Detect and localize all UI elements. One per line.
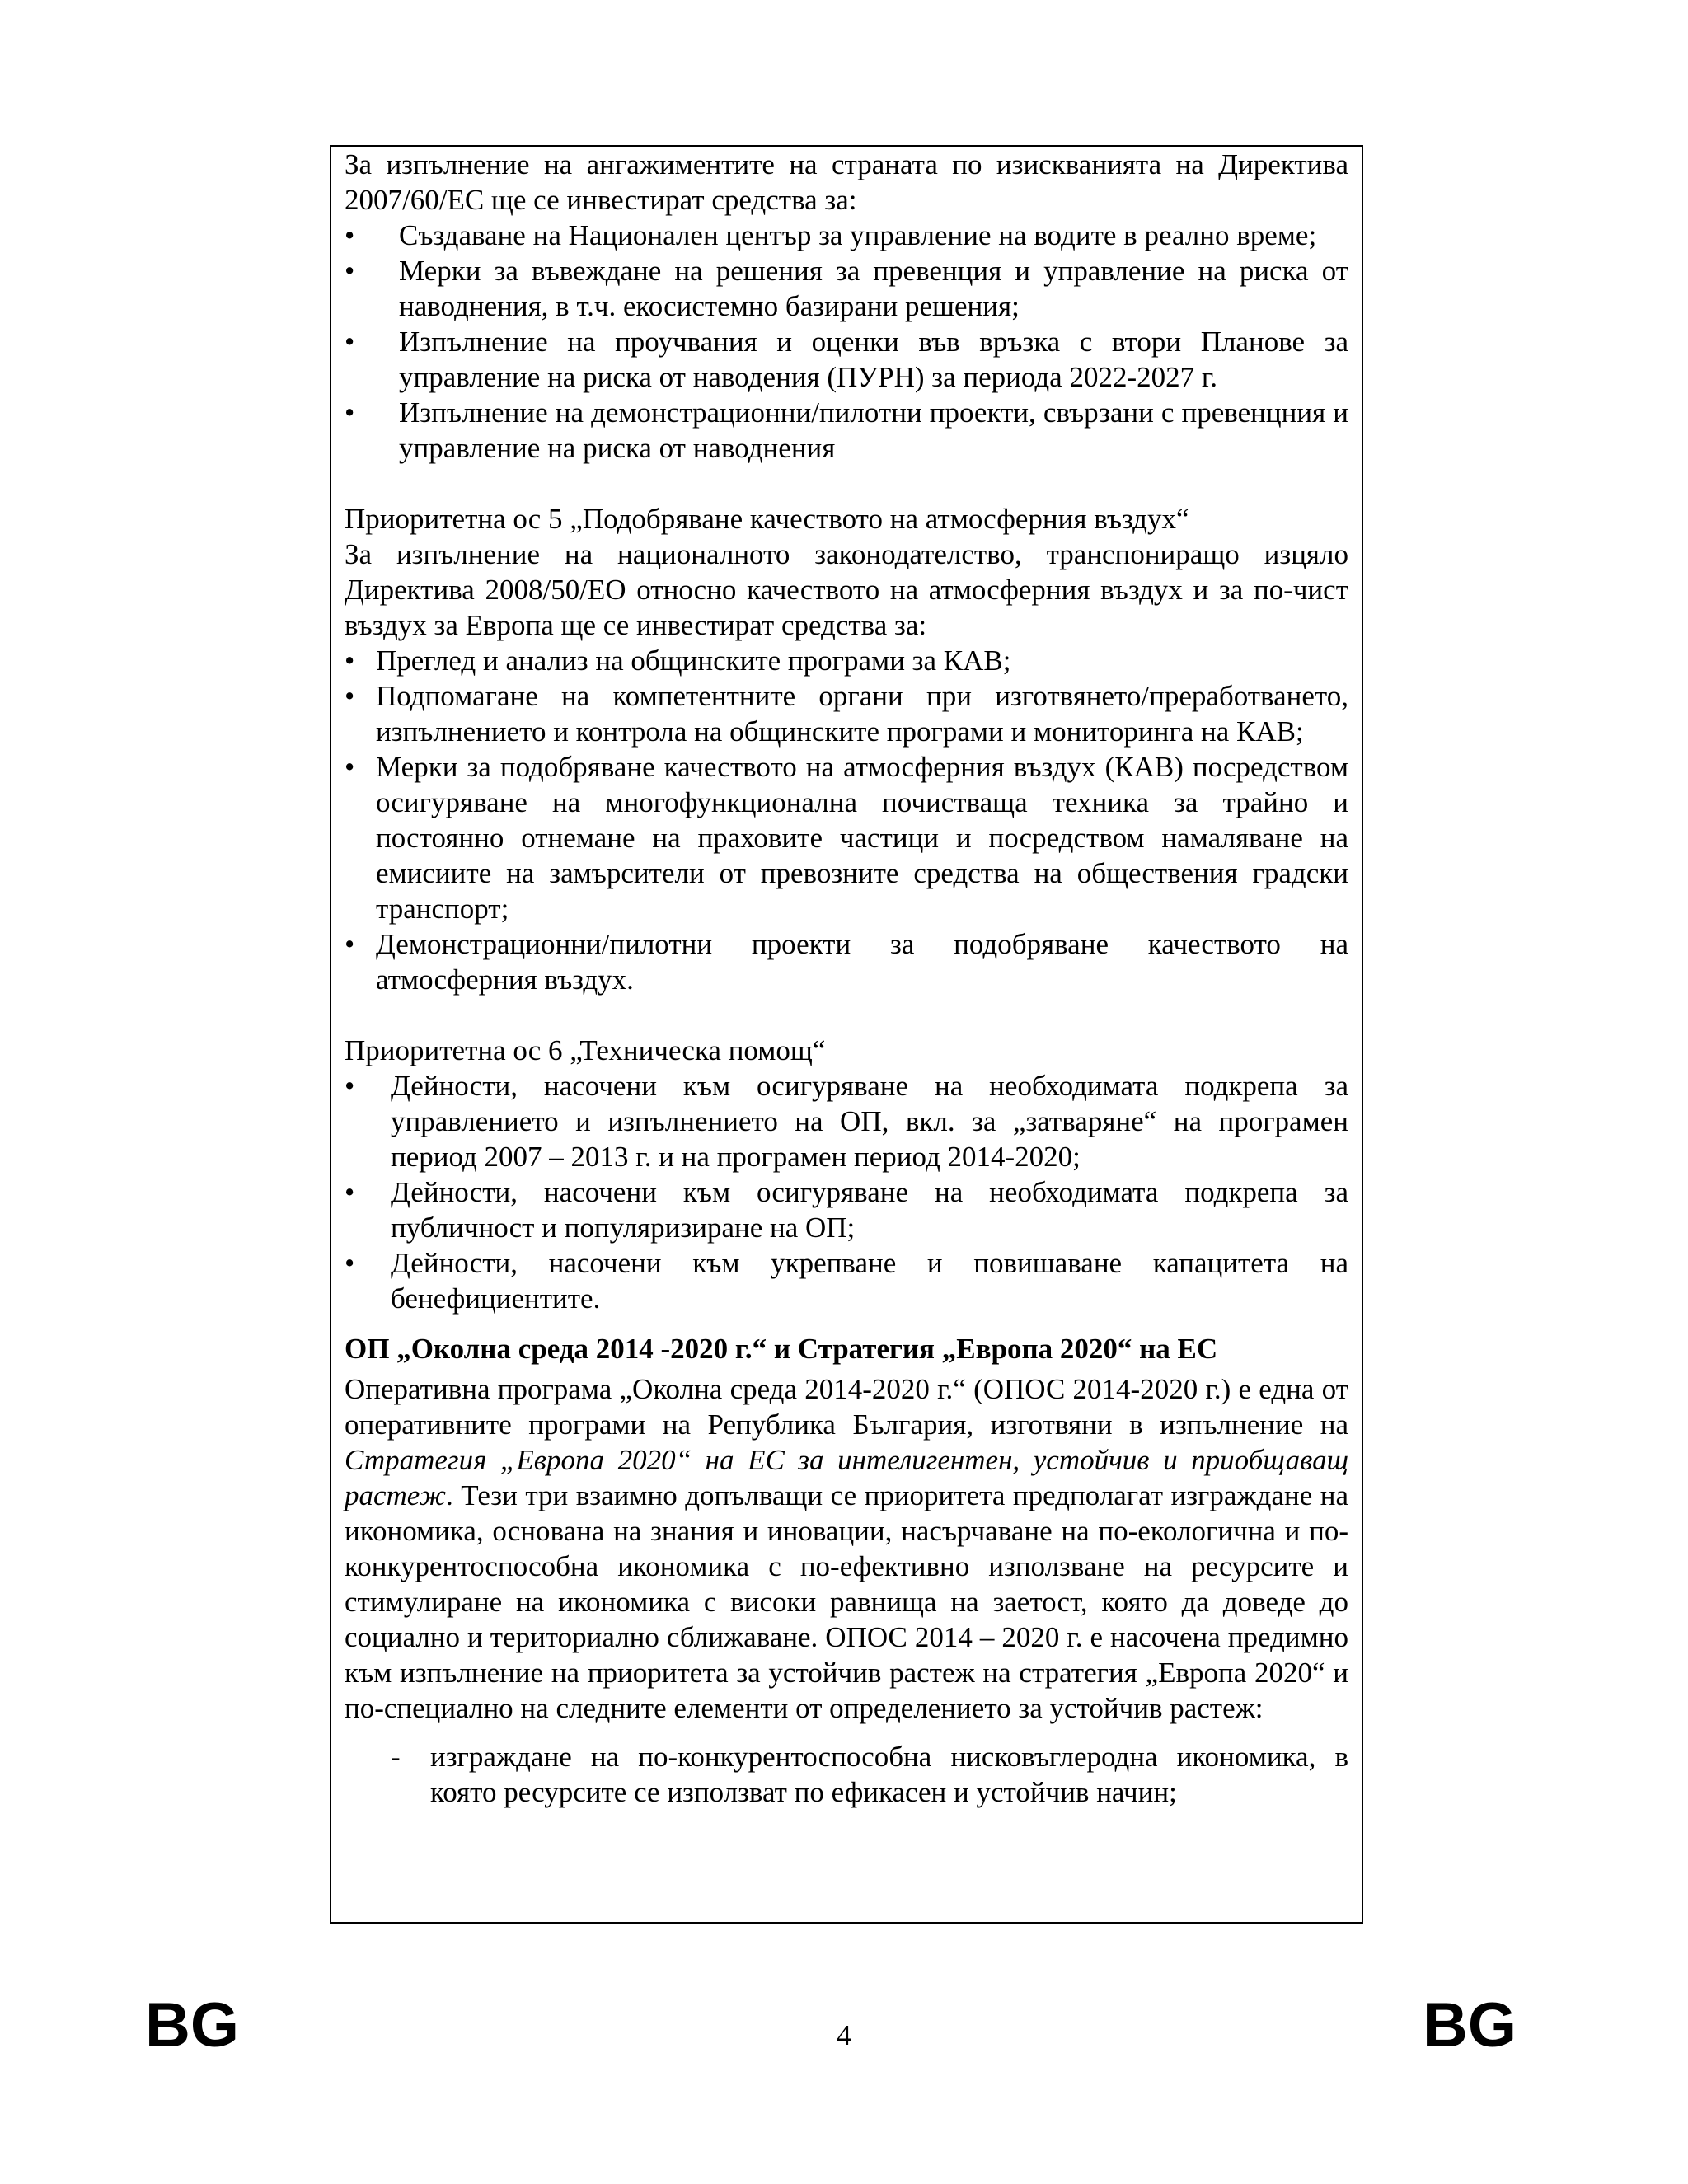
list-item: • Изпълнение на демонстрационни/пилотни проекти, свързани с превенцния и управление на риска от наводнения — [345, 396, 1348, 464]
section-heading: ОП „Околна среда 2014 -2020 г.“ и Стратегия „Европа 2020“ на ЕС — [345, 1333, 1218, 1365]
bullet-icon: • — [345, 255, 355, 287]
priority-axis-6-heading: Приоритетна ос 6 „Техническа помощ“ — [345, 1034, 826, 1066]
bullet-icon: • — [345, 928, 355, 960]
block3-bullet-list — [345, 1068, 1348, 1316]
list-item: • Изпълнение на проучвания и оценки във връзка с втори Планове за управление на риска от наводения (ПУРН) за периода 2022-2027 г. — [345, 326, 1348, 393]
list-item: • Дейности, насочени към осигуряване на необходимата подкрепа за управлението и изпълнението на ОП, вкл. за „затваряне“ на програмен период 2007 – 2013 г. и на програмен период 2014-2020; — [345, 1070, 1348, 1173]
list-item: • Създаване на Национален център за управление на водите в реално време; — [345, 219, 1317, 251]
list-item: • Подпомагане на компетентните органи при изготвянето/преработването, изпълнението и контрола на общинските програми и мониторинга на КАВ; — [345, 680, 1348, 748]
bullet-icon: • — [345, 326, 355, 358]
bullet-icon: • — [345, 751, 355, 783]
page-number: 4 — [837, 2019, 851, 2051]
strategy-title: Стратегия „Европа 2020“ на ЕС за интелигентен, устойчив и приобщаващ растеж — [345, 1444, 1348, 1511]
block1-intro: За изпълнение на ангажиментите на страната по изискванията на Директива 2007/60/ЕС ще се инвестират средства за: — [345, 148, 1348, 216]
list-item: • Дейности, насочени към осигуряване на необходимата подкрепа за публичност и популяризиране на ОП; — [345, 1176, 1348, 1244]
dash-list — [345, 1739, 1348, 1810]
block1-bullet-list — [345, 218, 1348, 466]
bullet-icon: • — [345, 644, 355, 677]
bullet-icon: • — [345, 680, 355, 712]
dash-icon: - — [391, 1741, 401, 1773]
bullet-icon: • — [345, 1176, 355, 1208]
document-text — [345, 147, 1348, 1810]
block2-intro: За изпълнение на националното законодателство, транспониращо изцяло Директива 2008/50/ЕО относно качеството на атмосферния въздух и за по-чист въздух за Европа ще се инвестират средства за: — [345, 538, 1348, 641]
language-mark-right: BG — [1423, 1990, 1517, 2060]
block2-bullet-list — [345, 643, 1348, 997]
bullet-icon: • — [345, 396, 355, 429]
list-item: • Мерки за подобряване качеството на атмосферния въздух (КАВ) посредством осигуряване на многофункционална почистваща техника за трайно и постоянно отнемане на праховите частици и посредством намаляване на емисиите на замърсители от превозните средства на обществения градски транспорт; — [345, 751, 1348, 925]
bullet-icon: • — [345, 1247, 355, 1279]
section-paragraph: Оперативна програма „Околна среда 2014-2020 г.“ (ОПОС 2014-2020 г.) е една от оперативните програми на Република България, изготвяни в изпълнение на Стратегия „Европа 2020“ на ЕС за интелигентен, устойчив и приобщаващ растеж. Тези три взаимно допълващи се приоритета предполагат изграждане на икономика, основана на знания и иновации, насърчаване на по-екологична и по-конкурентоспособна икономика с по-ефективно използване на ресурсите и стимулиране на икономика с високи равнища на заетост, която да доведе до социално и териториално сближаване. ОПОС 2014 – 2020 г. е насочена предимно към изпълнение на приоритета за устойчив растеж на стратегия „Европа 2020“ и по-специално на следните елементи от определението за устойчив растеж: — [345, 1373, 1348, 1724]
priority-axis-5-heading: Приоритетна ос 5 „Подобряване качеството на атмосферния въздух“ — [345, 503, 1189, 535]
list-item: • Преглед и анализ на общинските програми за КАВ; — [345, 644, 1011, 677]
language-mark-left: BG — [145, 1990, 239, 2060]
bullet-icon: • — [345, 219, 355, 251]
list-item: • Дейности, насочени към укрепване и повишаване капацитета на бенефициентите. — [345, 1247, 1348, 1315]
list-item: - изграждане на по-конкурентоспособна нисковъглеродна икономика, в която ресурсите се използват по ефикасен и устойчив начин; — [391, 1741, 1348, 1808]
bullet-icon: • — [345, 1070, 355, 1102]
list-item: • Мерки за въвеждане на решения за превенция и управление на риска от наводнения, в т.ч. екосистемно базирани решения; — [345, 255, 1348, 322]
list-item: • Демонстрационни/пилотни проекти за подобряване качеството на атмосферния въздух. — [345, 928, 1348, 996]
content-frame — [330, 145, 1363, 1924]
